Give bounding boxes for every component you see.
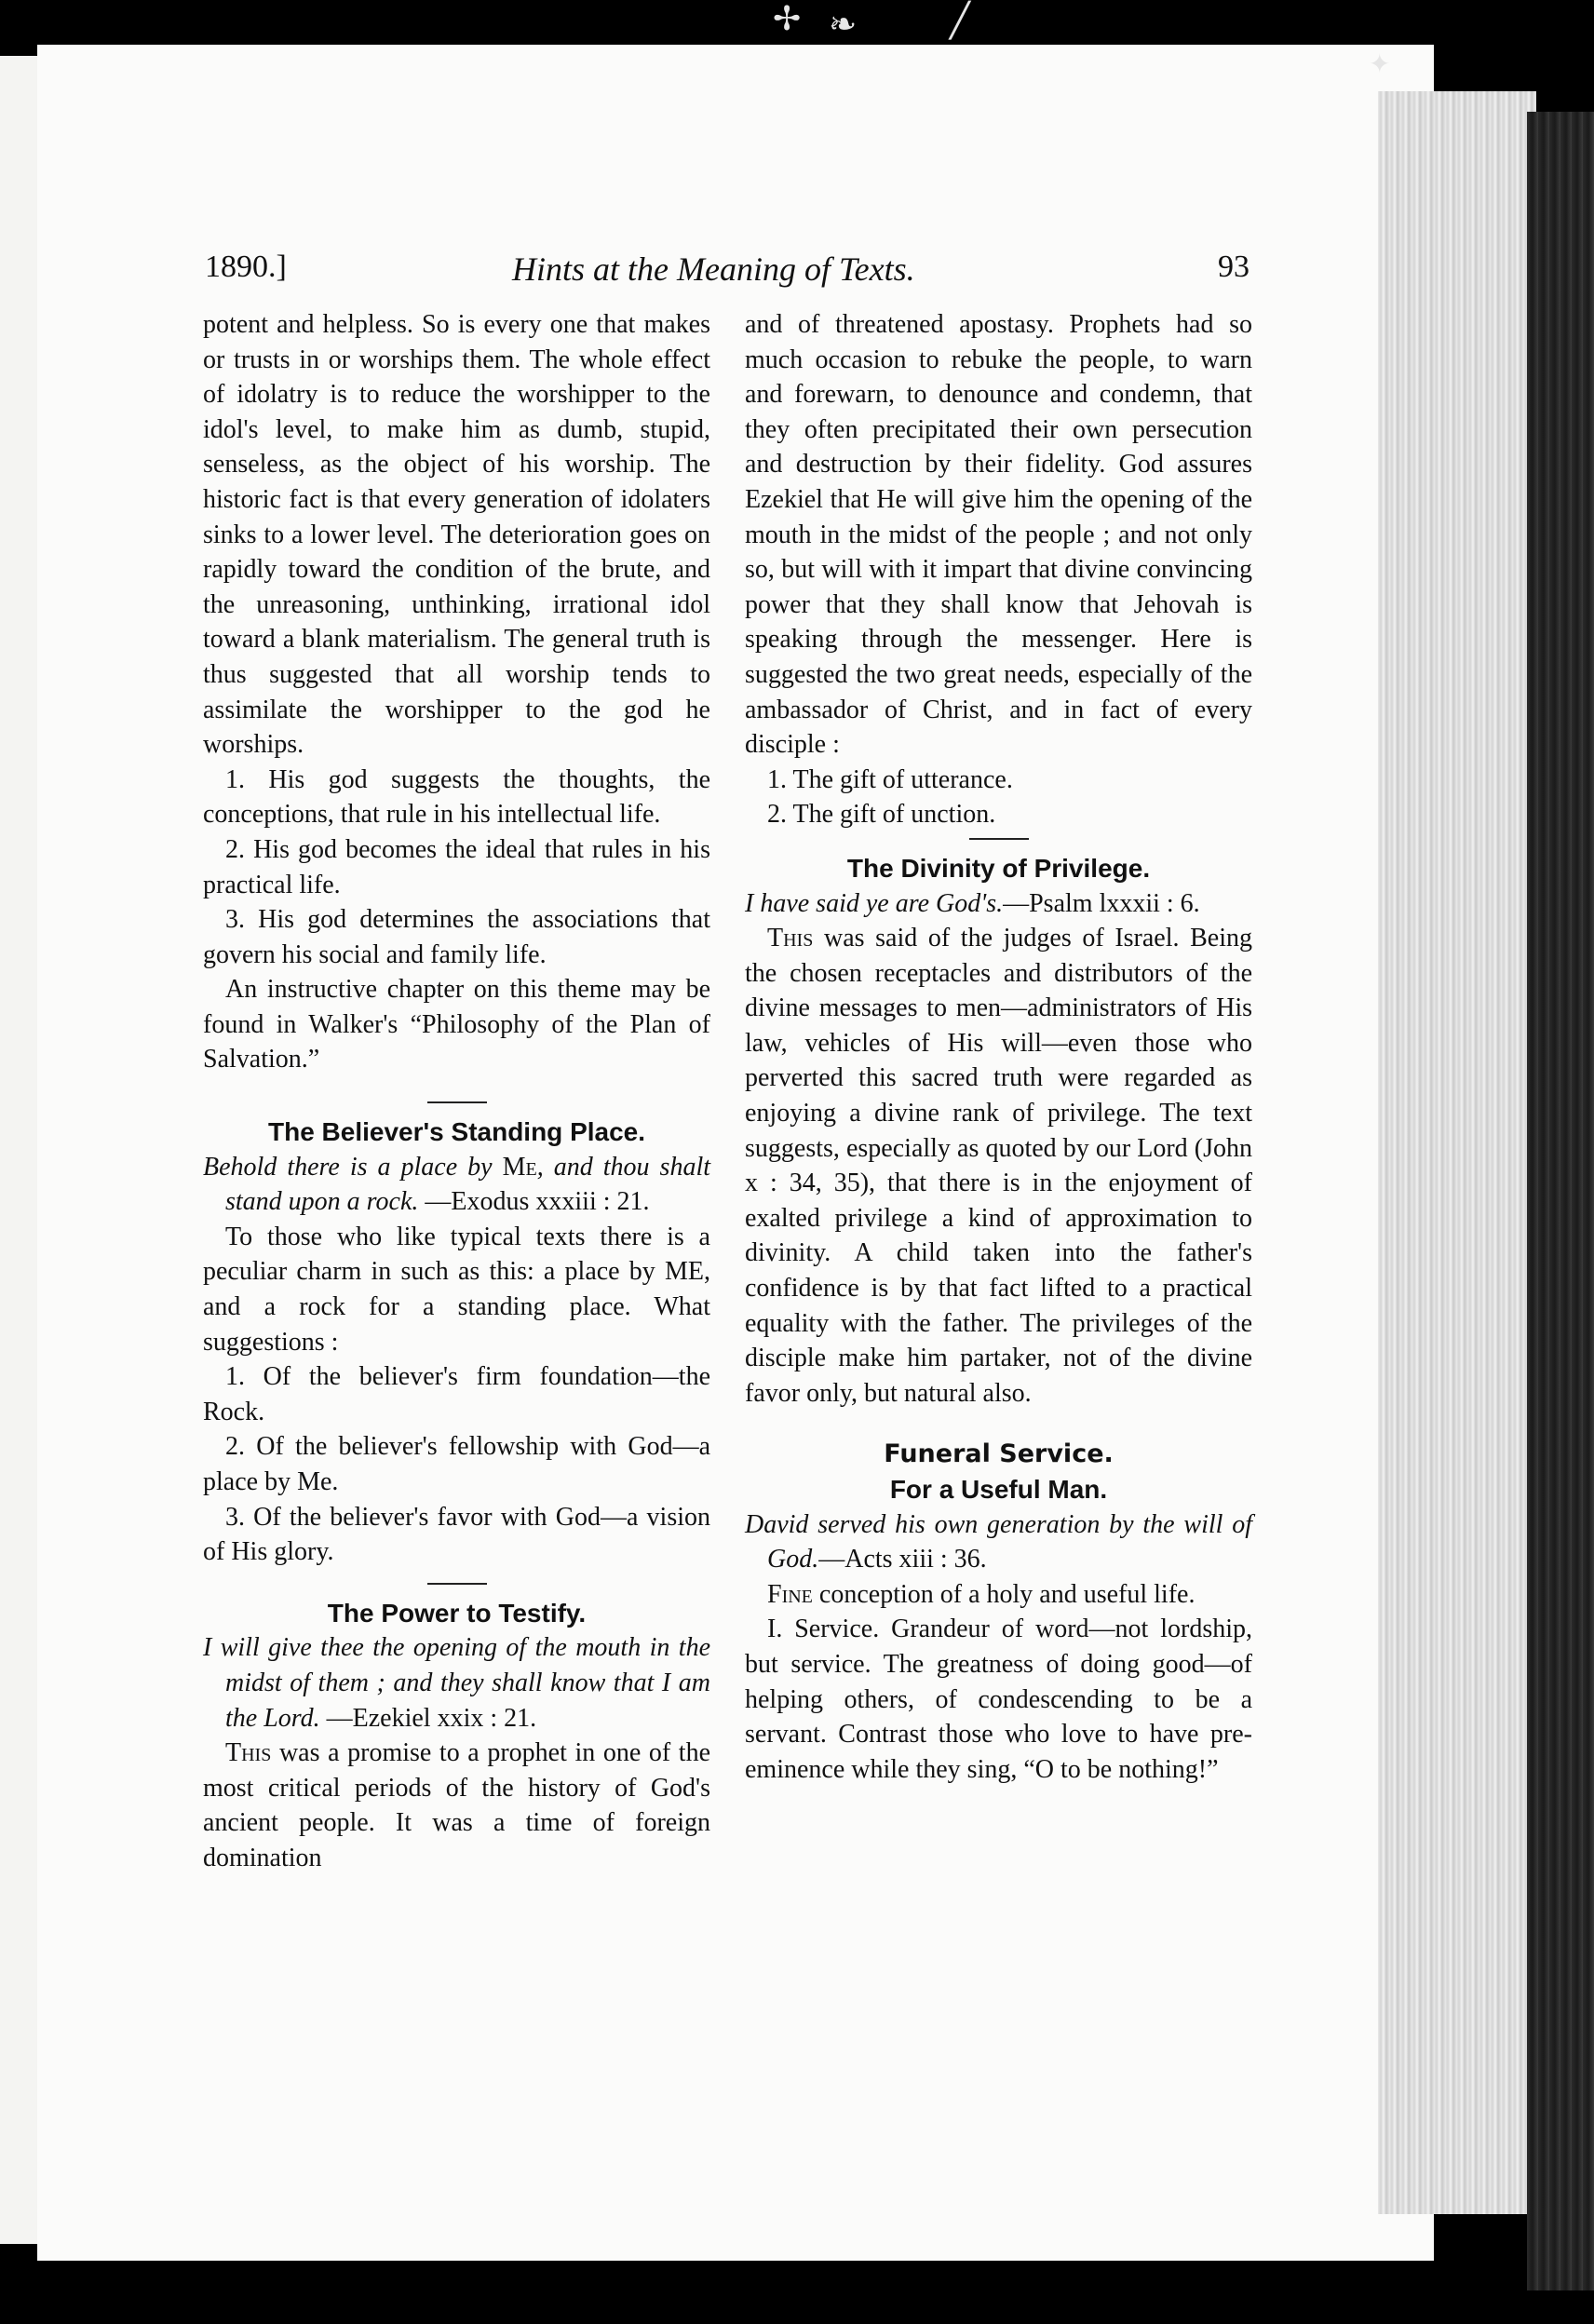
scripture-quote: Me: [502, 1152, 537, 1182]
section-heading: The Believer's Standing Place.: [267, 1117, 646, 1147]
left-column: [203, 307, 710, 1876]
paragraph: [203, 1736, 710, 1875]
paragraph: To those who like typical texts there is a peculiar charm in such as this: a place by ME, and a rock for a standing place. What suggestions :: [203, 1222, 710, 1357]
list-item: 1. His god suggests the thoughts, the conceptions, that rule in his intellectual life.: [203, 764, 710, 830]
scripture-quote: David served his own generation by the will of God.: [745, 1509, 1252, 1574]
scripture-reference: —Acts xiii : 36.: [818, 1545, 987, 1574]
paragraph-text: was said of the judges of Israel. Being the chosen receptacles and distributors of the divine messages to men—administrators of His law, vehicles of His will—even those who perverted this sacred truth were regarded as enjoying a divine rank of privilege. The text suggests, especially as quoted by our Lord (John x : 34, 35), that there is in the enjoyment of exalted privilege a kind of approximation to divinity. A child taken into the father's confidence is by that fact lifted to a practical equality with the father. The privileges of the disciple make him partaker, not of the divine favor only, but natural also.: [745, 924, 1252, 1408]
section-divider: [427, 1583, 487, 1585]
scripture-text: [203, 1630, 710, 1736]
lead-word: This: [767, 924, 814, 953]
running-header: [205, 250, 1248, 296]
list-item: 2. Of the believer's fellowship with God—a place by Me.: [203, 1432, 710, 1496]
list-item: 1. The gift of utterance.: [767, 764, 1013, 794]
section-heading: The Power to Testify.: [327, 1598, 587, 1628]
paragraph-text: was a promise to a prophet in one of the most critical periods of the history of God's ancient people. It was a time of foreign domination: [203, 1738, 710, 1872]
scripture-reference: —Psalm lxxxii : 6.: [1003, 888, 1200, 918]
section-heading: Funeral Service.: [884, 1439, 1114, 1469]
paragraph-text: conception of a holy and useful life.: [812, 1579, 1196, 1609]
scan-speck: ❧: [829, 6, 858, 44]
lead-word: Fine: [767, 1579, 813, 1609]
list-item: 2. His god becomes the ideal that rules in his practical life.: [203, 834, 710, 899]
scripture-reference: —Exodus xxxiii : 21.: [425, 1187, 650, 1217]
scripture-reference: —Ezekiel xxix : 21.: [326, 1703, 537, 1733]
scripture-quote: , and thou shalt stand upon a rock.: [225, 1152, 711, 1217]
scan-speck: ╱: [950, 2, 970, 40]
scripture-text: [203, 1150, 710, 1220]
right-column: [745, 307, 1252, 1787]
section-divider: [427, 1101, 487, 1103]
scripture-quote: I will give thee the opening of the mouth in the midst of them ; and they shall know that I am the Lord.: [203, 1633, 710, 1733]
page-number: 93: [1218, 250, 1250, 284]
scan-speck: ✢: [773, 0, 802, 38]
scripture-quote: I have said ye are God's.: [745, 888, 1004, 918]
section-heading: The Divinity of Privilege.: [846, 853, 1151, 883]
paragraph: An instructive chapter on this theme may be found in Walker's “Philosophy of the Plan of Salvation.”: [203, 975, 710, 1074]
scripture-quote: Behold there is a place by: [203, 1152, 503, 1182]
scripture-text: [745, 1507, 1252, 1577]
section-subheading: For a Useful Man.: [889, 1475, 1108, 1504]
running-title: Hints at the Meaning of Texts.: [512, 250, 915, 288]
paragraph: [745, 921, 1252, 1411]
paragraph: I. Service. Grandeur of word—not lordship, but service. The greatness of doing good—of helping others, of condescending to be a servant. Contrast those who love to have pre-eminence while they sing, “O to be nothing!”: [745, 1615, 1252, 1784]
list-item: 3. His god determines the associations that govern his social and family life.: [203, 905, 710, 969]
scan-speck: ✦: [1369, 48, 1391, 79]
list-item: 1. Of the believer's firm foundation—the Rock.: [203, 1362, 710, 1426]
list-item: 3. Of the believer's favor with God—a vision of His glory.: [203, 1502, 710, 1567]
scripture-text: [745, 886, 1252, 922]
paragraph: and of threatened apostasy. Prophets had so much occasion to rebuke the people, to warn and forewarn, to denounce and condemn, that they often precipitated their own persecution and destruction by their fidelity. God assures Ezekiel that He will give him the opening of the mouth in the midst of the people ; and not only so, but will with it impart that divine convincing power that they shall know that Jehovah is speaking through the messenger. Here is suggested the two great needs, especially of the ambassador of Christ, and in fact of every disciple :: [745, 310, 1252, 760]
paragraph: [745, 1577, 1252, 1613]
section-divider: [969, 838, 1029, 840]
lead-word: This: [225, 1738, 272, 1768]
header-year: 1890.]: [205, 250, 287, 284]
paragraph: potent and helpless. So is every one that makes or trusts in or worships them. The whole effect of idolatry is to reduce the worshipper to the idol's level, to make him as dumb, stupid, senseless, as the object of his worship. The historic fact is that every generation of idolaters sinks to a lower level. The deterioration goes on rapidly toward the condition of the brute, and the unreasoning, unthinking, irrational idol toward a blank materialism. The general truth is thus suggested that all worship tends to assimilate the worshipper to the god he worships.: [203, 310, 710, 760]
list-item: 2. The gift of unction.: [767, 800, 996, 830]
